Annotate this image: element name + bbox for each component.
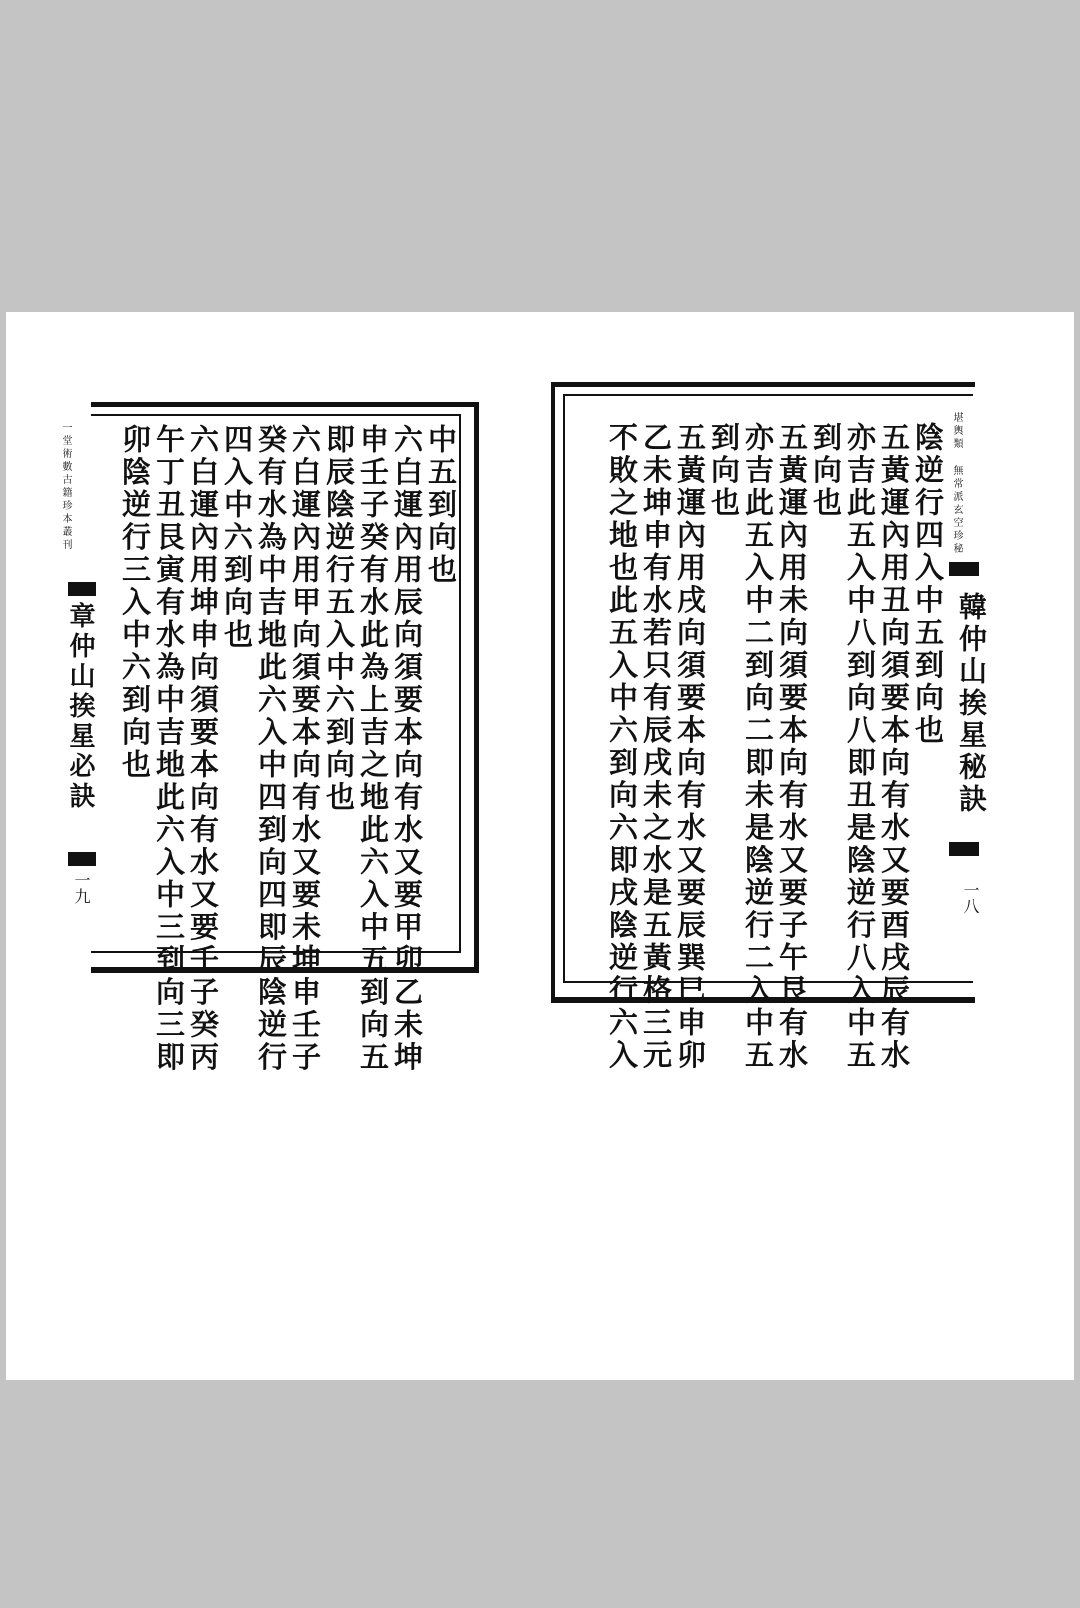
right-margin-header: 堪輿類 無常派玄空珍秘 xyxy=(951,412,962,556)
text-column: 乙未坤申有水若只有辰戌未之水是五黃格三元 xyxy=(639,422,673,1072)
text-column: 四入中六到向也 xyxy=(220,424,254,652)
text-column: 陰逆行四入中五到向也 xyxy=(911,422,945,747)
right-margin-tab-lower xyxy=(949,842,979,856)
text-column: 到向也 xyxy=(707,422,741,520)
text-column: 亦吉此五入中二到向二即未是陰逆行二入中五 xyxy=(741,422,775,1072)
text-column: 到向也 xyxy=(809,422,843,520)
right-margin-title: 韓仲山挨星秘訣 xyxy=(955,592,988,816)
left-page-number: 一九 xyxy=(72,872,91,904)
text-column: 不敗之地也此五入中六到向六即戌陰逆行六入 xyxy=(605,422,639,1072)
left-page xyxy=(60,402,486,1074)
right-page-number: 一八 xyxy=(961,882,980,914)
text-column: 五黃運內用丑向須要本向有水又要酉戌辰有水 xyxy=(877,422,911,1072)
text-column: 六白運內用坤申向須要本向有水又要壬子癸丙 xyxy=(186,424,220,1074)
text-column: 午丁丑艮寅有水為中吉地此六入中三到向三即 xyxy=(152,424,186,1074)
left-margin-header: 一堂術數古籍珍本叢刊 xyxy=(60,422,71,552)
text-column: 即辰陰逆行五入中六到向也 xyxy=(322,424,356,814)
text-column: 卯陰逆行三入中六到向也 xyxy=(118,424,152,782)
right-page xyxy=(551,382,991,1072)
text-column: 癸有水為中吉地此六入中四到向四即辰陰逆行 xyxy=(254,424,288,1074)
text-column: 中五到向也 xyxy=(424,424,458,587)
text-column: 亦吉此五入中八到向八即丑是陰逆行八入中五 xyxy=(843,422,877,1072)
text-column: 申壬子癸有水此為上吉之地此六入中五到向五 xyxy=(356,424,390,1074)
scanned-spread xyxy=(6,312,1074,1380)
text-column: 六白運內用辰向須要本向有水又要甲卯乙未坤 xyxy=(390,424,424,1074)
right-margin-tab xyxy=(949,562,979,576)
text-column: 五黃運內用戌向須要本向有水又要辰巽巳申卯 xyxy=(673,422,707,1072)
text-column: 五黃運內用未向須要本向有水又要子午艮有水 xyxy=(775,422,809,1072)
left-margin-title: 章仲山挨星必訣 xyxy=(65,602,95,812)
text-column: 六白運內用甲向須要本向有水又要未坤申壬子 xyxy=(288,424,322,1074)
